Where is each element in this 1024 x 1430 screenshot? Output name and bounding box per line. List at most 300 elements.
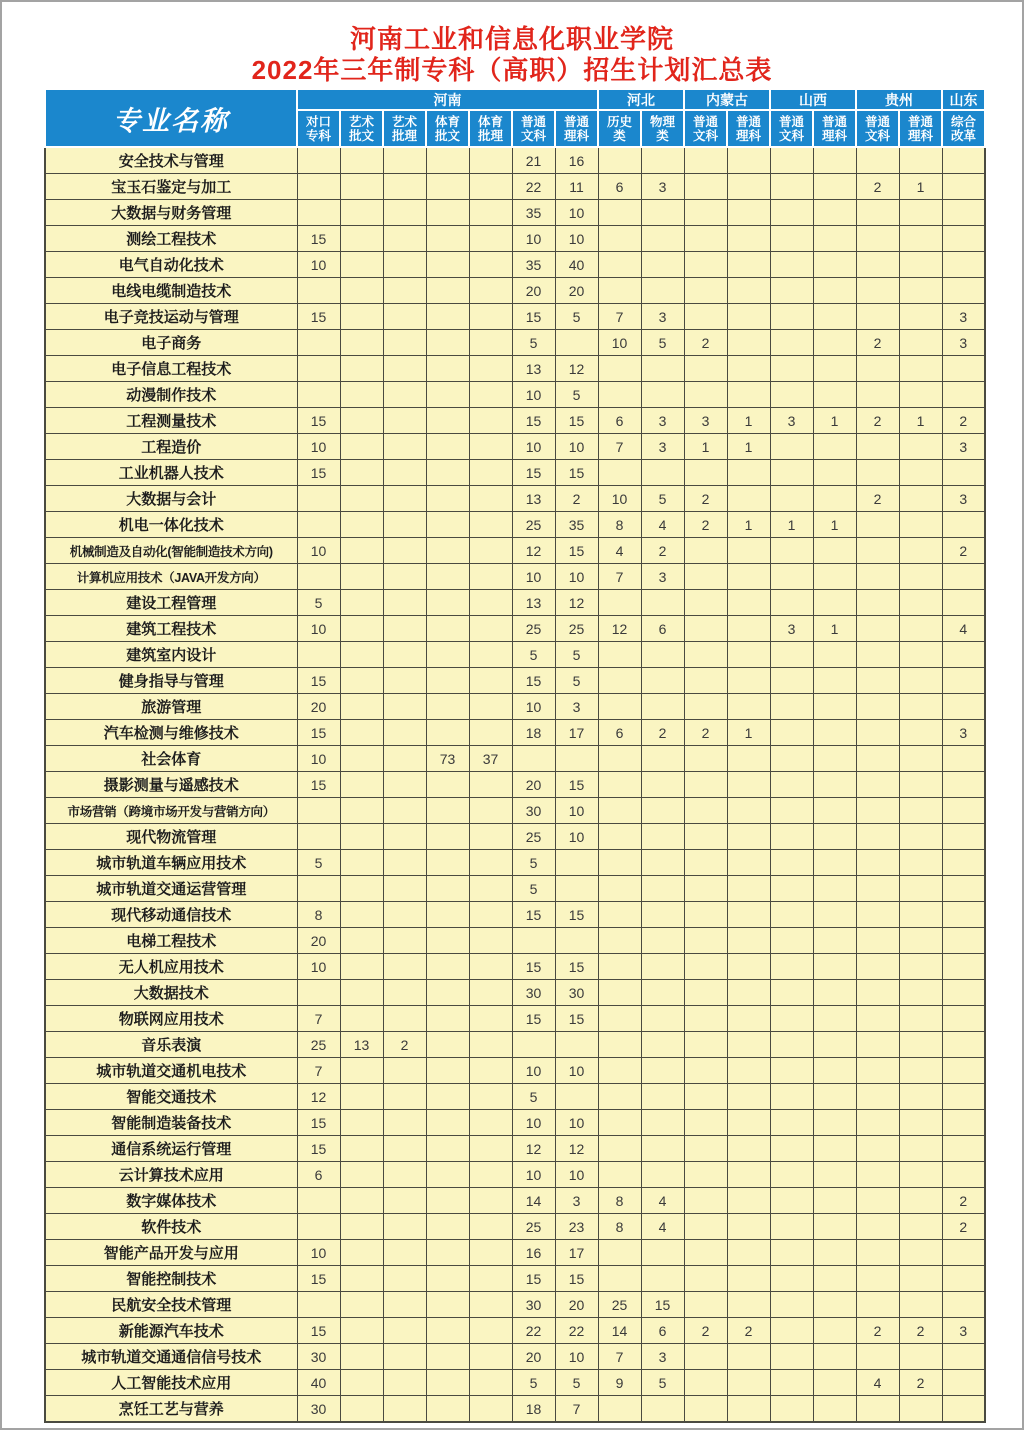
- plan-count-cell: [813, 200, 856, 226]
- plan-count-cell: 10: [555, 200, 598, 226]
- plan-count-cell: [684, 798, 727, 824]
- plan-count-cell: [340, 486, 383, 512]
- plan-count-cell: [598, 668, 641, 694]
- plan-count-cell: [899, 798, 942, 824]
- plan-count-cell: 17: [555, 1240, 598, 1266]
- plan-count-cell: [770, 642, 813, 668]
- plan-count-cell: 10: [555, 798, 598, 824]
- province-header-row: [45, 89, 985, 110]
- plan-count-cell: [383, 980, 426, 1006]
- province-group-header: 山西: [770, 89, 856, 110]
- plan-count-cell: [340, 642, 383, 668]
- table-row: [45, 512, 985, 538]
- plan-count-cell: [426, 876, 469, 902]
- plan-count-cell: [426, 538, 469, 564]
- major-name-cell: 工程造价: [45, 434, 297, 460]
- plan-count-cell: [727, 330, 770, 356]
- plan-count-cell: [383, 590, 426, 616]
- table-row: [45, 1370, 985, 1396]
- plan-count-cell: [641, 590, 684, 616]
- plan-count-cell: [770, 434, 813, 460]
- major-name-cell: 测绘工程技术: [45, 226, 297, 252]
- plan-count-cell: [426, 1214, 469, 1240]
- plan-count-cell: [899, 1032, 942, 1058]
- plan-count-cell: [942, 590, 985, 616]
- plan-count-cell: [684, 1110, 727, 1136]
- column-header: 综合 改革: [942, 110, 985, 147]
- plan-count-cell: 15: [555, 1266, 598, 1292]
- plan-count-cell: [469, 928, 512, 954]
- plan-count-cell: [469, 538, 512, 564]
- column-header: 普通 文科: [770, 110, 813, 147]
- plan-count-cell: [899, 642, 942, 668]
- plan-count-cell: [340, 1240, 383, 1266]
- plan-count-cell: [469, 720, 512, 746]
- major-name-cell: 健身指导与管理: [45, 668, 297, 694]
- table-row: [45, 928, 985, 954]
- plan-count-cell: [942, 226, 985, 252]
- plan-count-cell: [856, 1188, 899, 1214]
- plan-count-cell: [684, 876, 727, 902]
- plan-count-cell: [942, 1162, 985, 1188]
- table-row: [45, 954, 985, 980]
- plan-count-cell: [727, 824, 770, 850]
- major-name-cell: 城市轨道车辆应用技术: [45, 850, 297, 876]
- plan-count-cell: [813, 174, 856, 200]
- plan-count-cell: 2: [727, 1318, 770, 1344]
- plan-count-cell: [684, 1136, 727, 1162]
- plan-count-cell: 1: [727, 408, 770, 434]
- plan-count-cell: 1: [770, 512, 813, 538]
- plan-count-cell: 15: [555, 954, 598, 980]
- plan-count-cell: 10: [555, 1110, 598, 1136]
- plan-count-cell: [469, 590, 512, 616]
- plan-count-cell: [598, 902, 641, 928]
- table-row: [45, 200, 985, 226]
- plan-count-cell: [727, 850, 770, 876]
- plan-count-cell: [727, 486, 770, 512]
- plan-count-cell: 3: [641, 174, 684, 200]
- plan-count-cell: [899, 1214, 942, 1240]
- plan-count-cell: [856, 278, 899, 304]
- table-body: [45, 147, 985, 1422]
- plan-count-cell: [469, 1266, 512, 1292]
- plan-count-cell: [469, 694, 512, 720]
- plan-count-cell: [469, 252, 512, 278]
- plan-count-cell: [469, 902, 512, 928]
- plan-count-cell: [856, 512, 899, 538]
- plan-count-cell: [426, 1396, 469, 1423]
- plan-count-cell: [383, 226, 426, 252]
- plan-count-cell: [426, 980, 469, 1006]
- plan-count-cell: 2: [899, 1370, 942, 1396]
- column-header: 普通 理科: [813, 110, 856, 147]
- plan-count-cell: [340, 434, 383, 460]
- plan-count-cell: [770, 954, 813, 980]
- plan-count-cell: [555, 850, 598, 876]
- plan-count-cell: [942, 252, 985, 278]
- plan-count-cell: [856, 304, 899, 330]
- plan-count-cell: [469, 200, 512, 226]
- plan-count-cell: 20: [512, 278, 555, 304]
- plan-count-cell: [598, 1084, 641, 1110]
- column-header: 普通 文科: [856, 110, 899, 147]
- plan-count-cell: 3: [770, 616, 813, 642]
- plan-count-cell: [684, 174, 727, 200]
- plan-count-cell: 7: [555, 1396, 598, 1423]
- plan-count-cell: 5: [512, 642, 555, 668]
- plan-count-cell: [555, 1032, 598, 1058]
- plan-count-cell: [469, 486, 512, 512]
- plan-count-cell: [770, 1266, 813, 1292]
- plan-count-cell: [813, 1058, 856, 1084]
- plan-count-cell: [555, 330, 598, 356]
- plan-count-cell: [856, 1136, 899, 1162]
- plan-count-cell: [813, 1344, 856, 1370]
- plan-count-cell: [899, 980, 942, 1006]
- plan-count-cell: [383, 928, 426, 954]
- plan-count-cell: [426, 1344, 469, 1370]
- plan-count-cell: 5: [555, 382, 598, 408]
- plan-count-cell: 15: [297, 1318, 340, 1344]
- plan-count-cell: [383, 512, 426, 538]
- plan-count-cell: [942, 564, 985, 590]
- major-name-cell: 通信系统运行管理: [45, 1136, 297, 1162]
- plan-count-cell: [942, 460, 985, 486]
- plan-count-cell: 5: [512, 1084, 555, 1110]
- plan-count-cell: 6: [598, 408, 641, 434]
- plan-count-cell: [426, 1266, 469, 1292]
- plan-count-cell: [899, 434, 942, 460]
- major-name-cell: 云计算技术应用: [45, 1162, 297, 1188]
- plan-count-cell: [426, 252, 469, 278]
- plan-count-cell: 4: [856, 1370, 899, 1396]
- plan-count-cell: 15: [297, 1136, 340, 1162]
- plan-count-cell: [727, 1058, 770, 1084]
- plan-count-cell: 2: [856, 174, 899, 200]
- plan-count-cell: 30: [512, 1292, 555, 1318]
- plan-count-cell: 2: [856, 330, 899, 356]
- table-row: [45, 668, 985, 694]
- plan-count-cell: [856, 460, 899, 486]
- plan-count-cell: [555, 928, 598, 954]
- plan-count-cell: 40: [297, 1370, 340, 1396]
- plan-count-cell: [340, 1292, 383, 1318]
- plan-count-cell: 1: [727, 512, 770, 538]
- plan-count-cell: [770, 590, 813, 616]
- plan-count-cell: [641, 746, 684, 772]
- plan-count-cell: [727, 147, 770, 174]
- plan-count-cell: [340, 147, 383, 174]
- plan-count-cell: [942, 1240, 985, 1266]
- plan-count-cell: [383, 876, 426, 902]
- plan-count-cell: [899, 720, 942, 746]
- plan-count-cell: [684, 1396, 727, 1423]
- major-name-cell: 数字媒体技术: [45, 1188, 297, 1214]
- major-name-cell: 汽车检测与维修技术: [45, 720, 297, 746]
- table-row: [45, 772, 985, 798]
- plan-count-cell: [641, 1110, 684, 1136]
- plan-count-cell: [426, 1136, 469, 1162]
- plan-count-cell: 3: [555, 1188, 598, 1214]
- plan-count-cell: [383, 798, 426, 824]
- plan-count-cell: [813, 1006, 856, 1032]
- plan-count-cell: [426, 1084, 469, 1110]
- plan-count-cell: [942, 1084, 985, 1110]
- major-name-header: 专业名称: [45, 89, 297, 147]
- plan-count-cell: [598, 928, 641, 954]
- plan-count-cell: [899, 694, 942, 720]
- plan-count-cell: [426, 434, 469, 460]
- plan-count-cell: [598, 200, 641, 226]
- plan-count-cell: [942, 1344, 985, 1370]
- plan-count-cell: [942, 356, 985, 382]
- plan-count-cell: [426, 1292, 469, 1318]
- plan-count-cell: [383, 408, 426, 434]
- plan-count-cell: [856, 1292, 899, 1318]
- plan-count-cell: [598, 876, 641, 902]
- plan-count-cell: [856, 1084, 899, 1110]
- plan-count-cell: [856, 746, 899, 772]
- plan-count-cell: 15: [512, 460, 555, 486]
- plan-count-cell: [684, 928, 727, 954]
- plan-count-cell: [426, 1240, 469, 1266]
- plan-count-cell: [942, 1266, 985, 1292]
- table-row: [45, 1032, 985, 1058]
- plan-count-cell: 10: [555, 1058, 598, 1084]
- plan-count-cell: 14: [512, 1188, 555, 1214]
- plan-count-cell: [813, 330, 856, 356]
- plan-count-cell: [813, 1110, 856, 1136]
- plan-count-cell: 22: [512, 174, 555, 200]
- plan-count-cell: [383, 1318, 426, 1344]
- plan-count-cell: 10: [512, 1058, 555, 1084]
- major-name-cell: 城市轨道交通运营管理: [45, 876, 297, 902]
- plan-count-cell: [598, 1110, 641, 1136]
- plan-count-cell: 2: [641, 538, 684, 564]
- plan-count-cell: [856, 928, 899, 954]
- plan-count-cell: [469, 434, 512, 460]
- table-row: [45, 1110, 985, 1136]
- plan-count-cell: 10: [297, 252, 340, 278]
- table-row: [45, 850, 985, 876]
- plan-count-cell: 15: [297, 1110, 340, 1136]
- plan-count-cell: [555, 746, 598, 772]
- plan-count-cell: 22: [555, 1318, 598, 1344]
- plan-count-cell: [727, 954, 770, 980]
- plan-count-cell: 1: [813, 616, 856, 642]
- major-name-cell: 建筑工程技术: [45, 616, 297, 642]
- plan-count-cell: [770, 1110, 813, 1136]
- plan-count-cell: 9: [598, 1370, 641, 1396]
- table-row: [45, 278, 985, 304]
- plan-count-cell: [426, 564, 469, 590]
- plan-count-cell: 10: [555, 434, 598, 460]
- plan-count-cell: [340, 1058, 383, 1084]
- plan-count-cell: [469, 1084, 512, 1110]
- major-name-cell: 智能产品开发与应用: [45, 1240, 297, 1266]
- plan-count-cell: [426, 226, 469, 252]
- plan-count-cell: 6: [297, 1162, 340, 1188]
- plan-count-cell: [856, 356, 899, 382]
- plan-count-cell: [899, 746, 942, 772]
- plan-count-cell: [684, 642, 727, 668]
- plan-count-cell: 7: [297, 1006, 340, 1032]
- plan-count-cell: [813, 278, 856, 304]
- plan-count-cell: [426, 486, 469, 512]
- plan-count-cell: [555, 1084, 598, 1110]
- plan-count-cell: [727, 1370, 770, 1396]
- plan-count-cell: [340, 876, 383, 902]
- plan-count-cell: 11: [555, 174, 598, 200]
- plan-count-cell: 35: [512, 252, 555, 278]
- plan-count-cell: [426, 1006, 469, 1032]
- plan-count-cell: [813, 798, 856, 824]
- plan-count-cell: [856, 954, 899, 980]
- plan-count-cell: [684, 1214, 727, 1240]
- plan-count-cell: [856, 1162, 899, 1188]
- plan-count-cell: [383, 1240, 426, 1266]
- plan-count-cell: 5: [512, 330, 555, 356]
- plan-count-cell: [641, 824, 684, 850]
- plan-count-cell: 16: [512, 1240, 555, 1266]
- plan-count-cell: [684, 304, 727, 330]
- plan-count-cell: [297, 356, 340, 382]
- plan-count-cell: 3: [641, 434, 684, 460]
- plan-count-cell: [727, 668, 770, 694]
- column-header: 普通 理科: [899, 110, 942, 147]
- plan-count-cell: [598, 798, 641, 824]
- plan-count-cell: [684, 356, 727, 382]
- plan-count-cell: [598, 252, 641, 278]
- plan-count-cell: 20: [297, 928, 340, 954]
- plan-count-cell: 6: [598, 720, 641, 746]
- plan-count-cell: [469, 147, 512, 174]
- plan-count-cell: [727, 1240, 770, 1266]
- plan-count-cell: [899, 200, 942, 226]
- plan-count-cell: 10: [555, 1162, 598, 1188]
- plan-count-cell: [899, 590, 942, 616]
- plan-count-cell: 22: [512, 1318, 555, 1344]
- plan-count-cell: [426, 772, 469, 798]
- plan-count-cell: 5: [555, 668, 598, 694]
- plan-count-cell: [297, 1292, 340, 1318]
- plan-count-cell: [469, 226, 512, 252]
- plan-count-cell: [899, 1344, 942, 1370]
- plan-count-cell: [770, 382, 813, 408]
- plan-count-cell: 7: [598, 434, 641, 460]
- plan-count-cell: [856, 1058, 899, 1084]
- plan-count-cell: [598, 1240, 641, 1266]
- plan-count-cell: 5: [512, 850, 555, 876]
- plan-count-cell: [856, 147, 899, 174]
- plan-count-cell: [641, 980, 684, 1006]
- plan-count-cell: 20: [297, 694, 340, 720]
- major-name-cell: 大数据与会计: [45, 486, 297, 512]
- plan-count-cell: [856, 1396, 899, 1423]
- plan-count-cell: 25: [512, 824, 555, 850]
- plan-count-cell: [383, 1214, 426, 1240]
- plan-count-cell: [426, 1188, 469, 1214]
- plan-count-cell: [641, 278, 684, 304]
- plan-count-cell: [899, 1396, 942, 1423]
- plan-count-cell: 10: [297, 616, 340, 642]
- plan-count-cell: [899, 1292, 942, 1318]
- plan-count-cell: [297, 382, 340, 408]
- plan-count-cell: [684, 824, 727, 850]
- enrollment-table-wrap: [44, 88, 985, 1423]
- plan-count-cell: [383, 460, 426, 486]
- plan-count-cell: [469, 980, 512, 1006]
- plan-count-cell: [641, 460, 684, 486]
- plan-count-cell: [598, 226, 641, 252]
- plan-count-cell: [770, 1240, 813, 1266]
- plan-count-cell: 8: [297, 902, 340, 928]
- plan-count-cell: [340, 746, 383, 772]
- plan-count-cell: [641, 252, 684, 278]
- plan-count-cell: 5: [512, 1370, 555, 1396]
- plan-count-cell: 13: [340, 1032, 383, 1058]
- plan-count-cell: [813, 1318, 856, 1344]
- plan-count-cell: 5: [641, 1370, 684, 1396]
- plan-count-cell: [598, 850, 641, 876]
- plan-count-cell: 15: [297, 1266, 340, 1292]
- plan-count-cell: [684, 564, 727, 590]
- plan-count-cell: 3: [942, 1318, 985, 1344]
- plan-count-cell: [684, 1344, 727, 1370]
- plan-count-cell: [598, 1006, 641, 1032]
- plan-count-cell: 5: [297, 590, 340, 616]
- plan-count-cell: [340, 590, 383, 616]
- column-header: 体育 批理: [469, 110, 512, 147]
- plan-count-cell: 15: [555, 772, 598, 798]
- plan-count-cell: [942, 850, 985, 876]
- plan-count-cell: [340, 174, 383, 200]
- plan-count-cell: [770, 876, 813, 902]
- plan-count-cell: [856, 1266, 899, 1292]
- plan-count-cell: [426, 147, 469, 174]
- plan-count-cell: [297, 278, 340, 304]
- plan-count-cell: [641, 850, 684, 876]
- plan-count-cell: 3: [641, 1344, 684, 1370]
- plan-count-cell: [641, 772, 684, 798]
- plan-count-cell: [899, 824, 942, 850]
- plan-count-cell: 6: [598, 174, 641, 200]
- plan-count-cell: 10: [297, 954, 340, 980]
- table-row: [45, 1006, 985, 1032]
- plan-count-cell: [469, 1162, 512, 1188]
- plan-count-cell: [297, 147, 340, 174]
- plan-count-cell: [469, 850, 512, 876]
- table-row: [45, 226, 985, 252]
- plan-count-cell: [856, 434, 899, 460]
- plan-count-cell: [469, 382, 512, 408]
- plan-count-cell: 2: [684, 1318, 727, 1344]
- plan-count-cell: 2: [684, 330, 727, 356]
- plan-count-cell: 30: [297, 1396, 340, 1423]
- plan-count-cell: [813, 850, 856, 876]
- plan-count-cell: 15: [555, 1006, 598, 1032]
- plan-count-cell: [383, 1292, 426, 1318]
- plan-count-cell: [813, 902, 856, 928]
- plan-count-cell: [727, 1344, 770, 1370]
- plan-count-cell: [426, 798, 469, 824]
- plan-count-cell: [469, 1344, 512, 1370]
- plan-count-cell: [770, 538, 813, 564]
- plan-count-cell: [469, 1370, 512, 1396]
- plan-count-cell: [727, 278, 770, 304]
- plan-count-cell: 1: [813, 408, 856, 434]
